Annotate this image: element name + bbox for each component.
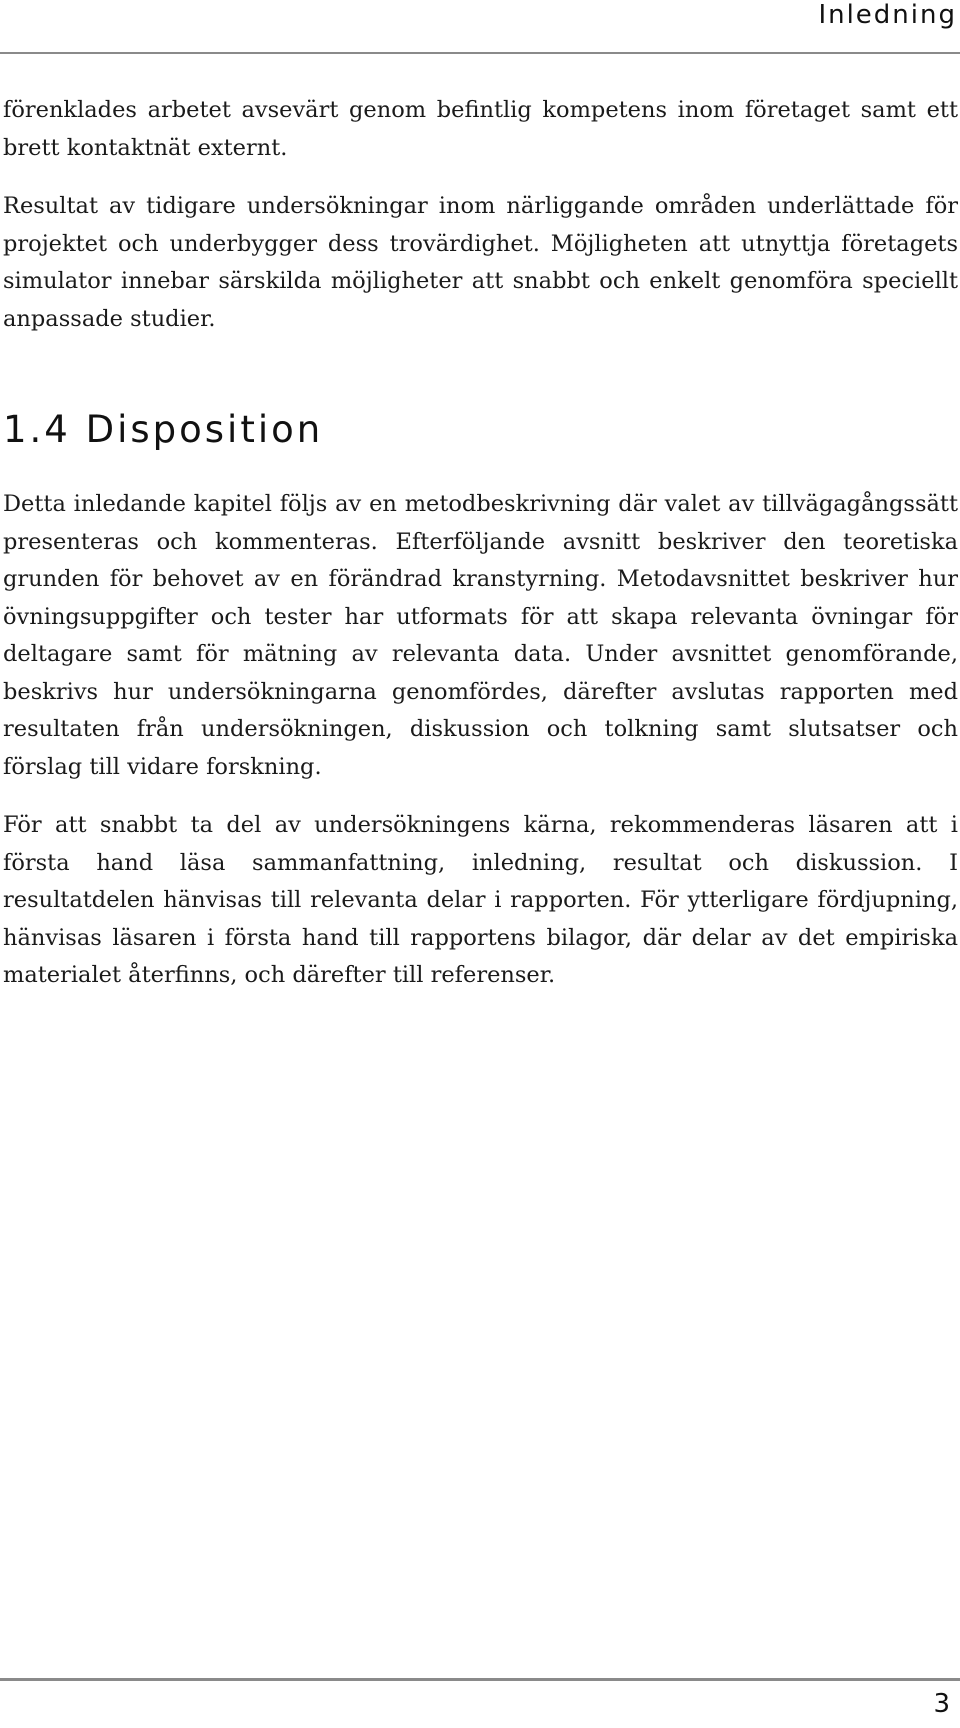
page-number: 3 — [933, 1689, 950, 1719]
paragraph: Resultat av tidigare undersökningar inom närliggande områden underlättade för projektet och underbygger dess trovärdighet. Möjligheten att utnyttja företagets simulator innebar särskilda möjligheter att snabbt och enkelt genomföra speciellt anpassade studier. — [3, 193, 958, 332]
chapter-title: Inledning — [818, 0, 957, 30]
paragraph: Detta inledande kapitel följs av en metodbeskrivning där valet av tillvägagångssätt presenteras och kommenteras. Efterföljande avsnitt beskriver den teoretiska grunden för behovet av en förändrad kranstyrning. Metodavsnittet beskriver hur övningsuppgifter och tester har utformats för att skapa relevanta övningar för deltagare samt för mätning av relevanta data. Under avsnittet genomförande, beskrivs hur undersökningarna genomfördes, därefter avslutas rapporten med resultaten från undersökningen, diskussion och tolkning samt slutsatser och förslag till vidare forskning. — [3, 491, 958, 780]
page-body — [3, 92, 958, 995]
running-footer — [0, 1678, 960, 1728]
running-header — [0, 0, 960, 54]
paragraph: förenklades arbetet avsevärt genom befintlig kompetens inom företaget samt ett brett kontaktnät externt. — [3, 97, 958, 161]
paragraph: För att snabbt ta del av undersökningens kärna, rekommenderas läsaren att i första hand läsa sammanfattning, inledning, resultat och diskussion. I resultatdelen hänvisas till relevanta delar i rapporten. För ytterligare fördjupning, hänvisas läsaren i första hand till rapportens bilagor, där delar av det empiriska materialet återfinns, och därefter till referenser. — [3, 812, 958, 988]
section-heading: 1.4 Disposition — [3, 408, 324, 451]
